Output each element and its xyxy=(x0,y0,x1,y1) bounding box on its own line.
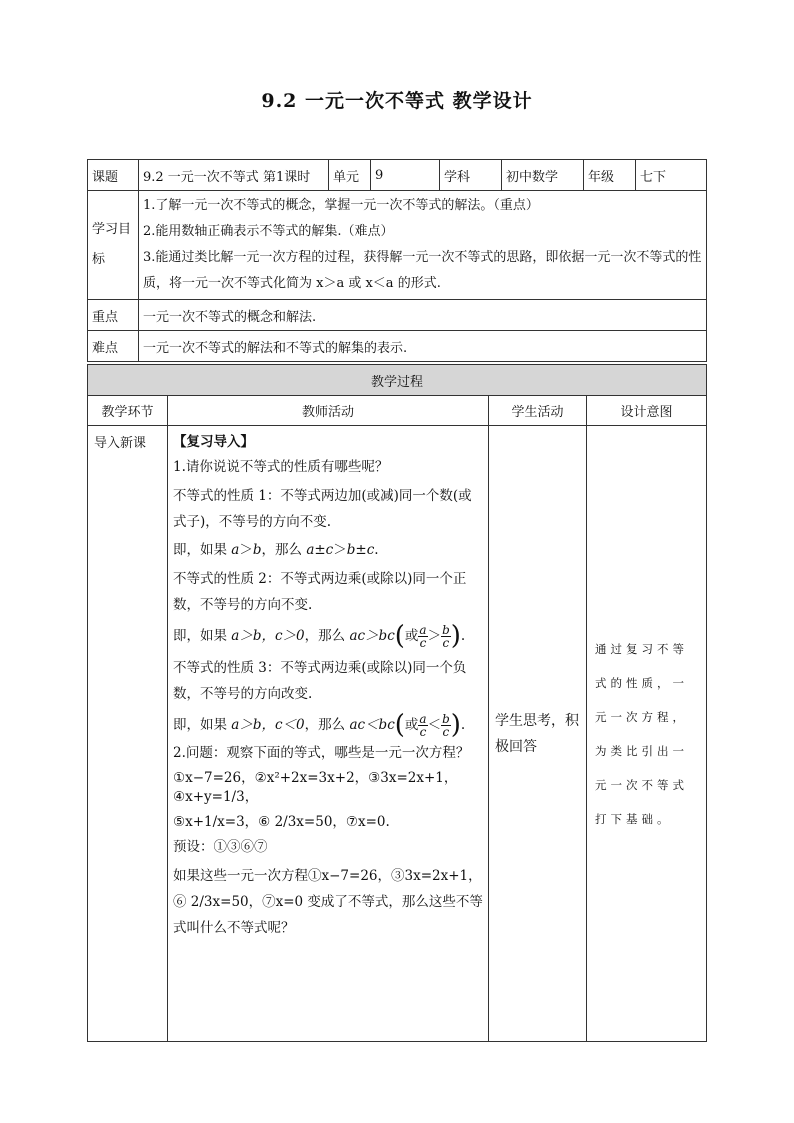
math-rhs: b±c xyxy=(346,542,375,558)
fraction-a-c: $\frac{a}{c}$ xyxy=(419,623,427,650)
example-text: ，那么 xyxy=(304,628,350,644)
goal-item: 1.了解一元一次不等式的概念，掌握一元一次不等式的解法。（重点） xyxy=(143,198,539,213)
difficult-label: 难点 xyxy=(88,331,139,362)
subject-value: 初中数学 xyxy=(502,160,584,191)
course-value: 9.2 一元一次不等式 第1课时 xyxy=(139,160,329,191)
math-condition: a＞b，c＞0 xyxy=(231,628,305,644)
design-intent: 通过复习不等式的性质，一元一次方程，为类比引出一元一次不等式打下基础。 xyxy=(587,426,707,1042)
math-lhs: a±c xyxy=(306,542,334,558)
property-1: 不等式的性质 1：不等式两边加(或减)同一个数(或式子)，不等号的方向不变. xyxy=(173,488,472,530)
property-3-example: 即，如果 a＞b，c＜0，那么 ac＜bc(或 $\frac{a}{c}$ ＜ $\frac{b}{c}$ ). xyxy=(173,710,466,740)
subject-label: 学科 xyxy=(440,160,502,191)
grade-value: 七下 xyxy=(636,160,707,191)
student-activity: 学生思考，积极回答 xyxy=(489,426,587,1042)
grade-label: 年级 xyxy=(584,160,636,191)
property-2-example: 即，如果 a＞b，c＞0，那么 ac＞bc(或 $\frac{a}{c}$ ＞ $\frac{b}{c}$ ). xyxy=(173,621,466,651)
math-result: ac＜bc xyxy=(349,717,395,733)
math-a: a xyxy=(231,542,240,558)
example-text: 即，如果 xyxy=(173,717,232,733)
info-table xyxy=(87,159,707,362)
question-2: 2.问题：观察下面的等式，哪些是一元一次方程？ xyxy=(173,745,470,761)
fraction-b-c: $\frac{b}{c}$ xyxy=(442,712,450,739)
example-text: . xyxy=(460,717,466,733)
fraction-a-c: $\frac{a}{c}$ xyxy=(419,712,427,739)
example-text: 即，如果 xyxy=(173,628,232,644)
key-row xyxy=(88,300,707,331)
section-title: 【复习导入】 xyxy=(173,434,254,450)
difficult-row xyxy=(88,331,707,362)
math-condition: a＞b，c＜0 xyxy=(231,717,305,733)
example-text: . xyxy=(460,628,466,644)
header-student: 学生活动 xyxy=(489,396,587,426)
example-text: . xyxy=(374,542,379,558)
math-op: ＞ xyxy=(427,628,442,644)
page-title: 9.2 一元一次不等式 教学设计 xyxy=(261,90,533,112)
goals-row xyxy=(88,191,707,300)
process-table xyxy=(87,364,707,1042)
math-b: b xyxy=(252,542,262,558)
goal-item: 2.能用数轴正确表示不等式的解集.（难点） xyxy=(143,224,394,239)
header-teacher: 教师活动 xyxy=(168,396,489,426)
header-intent: 设计意图 xyxy=(587,396,707,426)
question-1: 1.请你说说不等式的性质有哪些呢？ xyxy=(173,459,389,475)
example-text: 或 xyxy=(404,717,419,733)
key-label: 重点 xyxy=(88,300,139,331)
fraction-b-c: $\frac{b}{c}$ xyxy=(442,623,450,650)
course-label: 课题 xyxy=(88,160,139,191)
math-result: ac＞bc xyxy=(349,628,395,644)
process-header-row xyxy=(88,396,707,426)
property-1-example: 即，如果 a＞b，那么 a±c＞b±c. xyxy=(173,542,379,558)
example-text: ，那么 xyxy=(304,717,350,733)
info-header-row xyxy=(88,160,707,191)
example-text: ，那么 xyxy=(261,542,307,558)
process-row xyxy=(88,426,707,1042)
equation-list-2: ⑤x+1/x=3，⑥ 2/3x=50，⑦x=0. xyxy=(173,814,390,830)
example-text: 即，如果 xyxy=(173,542,232,558)
goals-label: 学习目标 xyxy=(88,191,139,300)
follow-up-question: 如果这些一元一次方程①x−7=26，③3x=2x+1，⑥ 2/3x=50，⑦x=0 变成了不等式，那么这些不等式叫什么不等式呢？ xyxy=(173,868,483,936)
property-3: 不等式的性质 3：不等式两边乘(或除以)同一个负数，不等号的方向改变. xyxy=(173,660,467,702)
math-op: ＜ xyxy=(427,717,442,733)
example-text: 或 xyxy=(404,628,419,644)
unit-label: 单元 xyxy=(329,160,371,191)
unit-value: 9 xyxy=(371,160,440,191)
goal-item: 3.能通过类比解一元一次方程的过程，获得解一元一次不等式的思路，即依据一元一次不等式的性质，将一元一次不等式化简为 x＞a 或 x＜a 的形式. xyxy=(143,250,702,291)
equation-list-1: ①x−7=26，②x²+2x=3x+2，③3x=2x+1，④x+y=1/3， xyxy=(173,770,458,805)
process-band: 教学过程 xyxy=(88,365,707,396)
property-2: 不等式的性质 2：不等式两边乘(或除以)同一个正数，不等号的方向不变. xyxy=(173,571,467,613)
key-value: 一元一次不等式的概念和解法. xyxy=(139,300,707,331)
teacher-activity xyxy=(168,426,489,1042)
preset-answer: 预设：①③⑥⑦ xyxy=(173,839,268,855)
header-stage: 教学环节 xyxy=(88,396,168,426)
math-op: ＞ xyxy=(239,542,253,558)
difficult-value: 一元一次不等式的解法和不等式的解集的表示. xyxy=(139,331,707,362)
stage-cell: 导入新课 xyxy=(88,426,168,1042)
